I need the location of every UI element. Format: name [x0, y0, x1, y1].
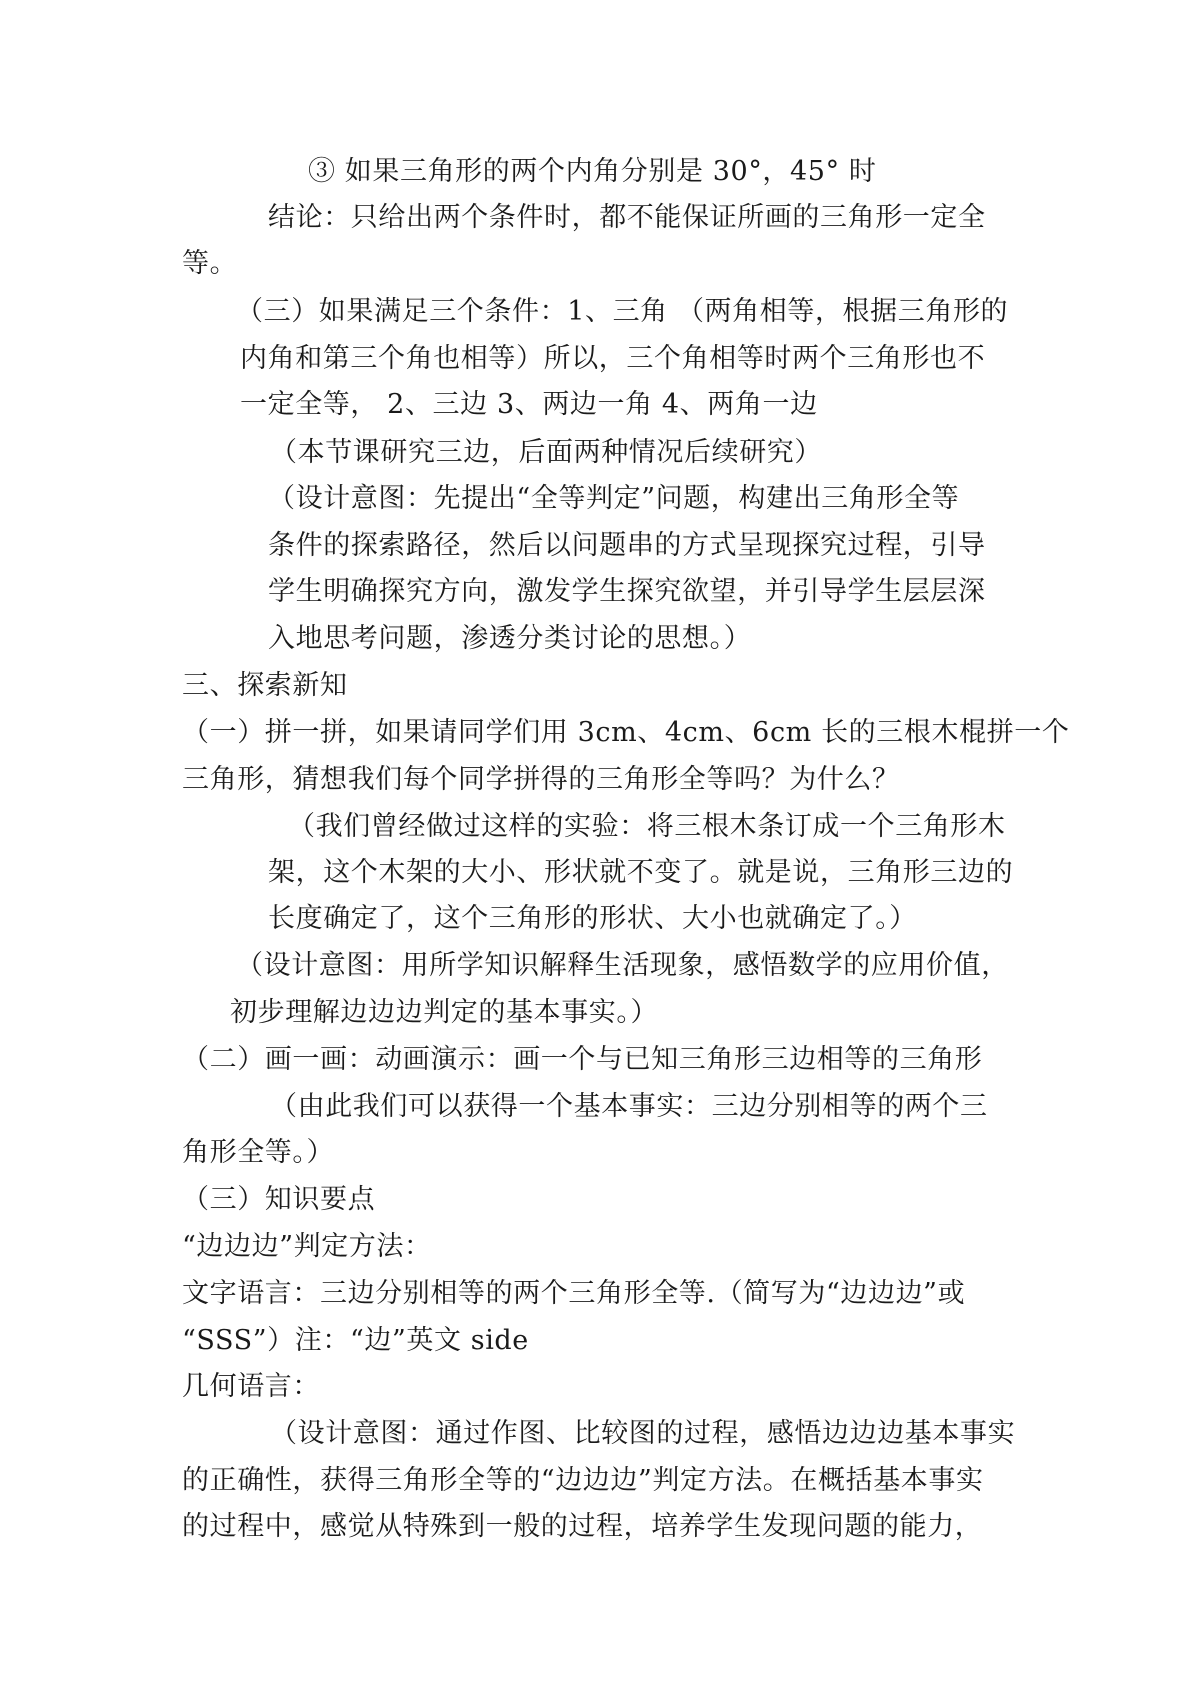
text-line-9: 条件的探索路径，然后以问题串的方式呈现探究过程，引导 [268, 530, 986, 561]
text-line-24: “边边边”判定方法： [182, 1231, 432, 1262]
text-line-7: （本节课研究三边，后面两种情况后续研究） [270, 437, 822, 468]
text-line-15: （我们曾经做过这样的实验：将三根木条订成一个三角形木 [288, 811, 1006, 842]
text-line-14: 三角形，猜想我们每个同学拼得的三角形全等吗？为什么？ [182, 764, 900, 795]
text-line-19: 初步理解边边边判定的基本事实。） [230, 997, 659, 1028]
text-line-5: 内角和第三个角也相等）所以，三个角相等时两个三角形也不 [240, 343, 986, 374]
text-line-3: 等。 [182, 248, 238, 279]
text-line-2: 结论：只给出两个条件时，都不能保证所画的三角形一定全 [268, 202, 986, 233]
text-line-8: （设计意图：先提出“全等判定”问题，构建出三角形全等 [268, 483, 960, 514]
text-line-22: 角形全等。） [182, 1137, 335, 1168]
text-line-1: ③ 如果三角形的两个内角分别是 30°，45° 时 [308, 156, 877, 187]
section-heading-explore: 三、探索新知 [182, 670, 348, 701]
text-line-11: 入地思考问题，渗透分类讨论的思想。） [268, 623, 752, 654]
text-line-6: 一定全等， 2、三边 3、两边一角 4、两角一边 [240, 389, 818, 420]
text-line-10: 学生明确探究方向，激发学生探究欲望，并引导学生层层深 [268, 576, 986, 607]
text-line-30: 的过程中，感觉从特殊到一般的过程，培养学生发现问题的能力， [182, 1511, 983, 1542]
text-line-21: （由此我们可以获得一个基本事实：三边分别相等的两个三 [270, 1091, 988, 1122]
text-line-4: （三）如果满足三个条件：1、三角 （两角相等，根据三角形的 [236, 296, 1009, 327]
text-line-17: 长度确定了，这个三角形的形状、大小也就确定了。） [268, 903, 917, 934]
text-line-13: （一）拼一拼，如果请同学们用 3cm、4cm、6cm 长的三根木棍拼一个 [182, 717, 1070, 748]
text-line-28: （设计意图：通过作图、比较图的过程，感悟边边边基本事实 [270, 1418, 1016, 1449]
text-line-23: （三）知识要点 [182, 1184, 376, 1215]
text-line-29: 的正确性，获得三角形全等的“边边边”判定方法。在概括基本事实 [182, 1465, 984, 1496]
text-line-27: 几何语言： [182, 1371, 320, 1402]
text-line-18: （设计意图：用所学知识解释生活现象，感悟数学的应用价值， [236, 950, 1009, 981]
text-line-25: 文字语言：三边分别相等的两个三角形全等.（简写为“边边边”或 [182, 1278, 966, 1309]
text-line-20: （二）画一画：动画演示：画一个与已知三角形三边相等的三角形 [182, 1044, 983, 1075]
text-line-16: 架，这个木架的大小、形状就不变了。就是说，三角形三边的 [268, 857, 1014, 888]
text-line-26: “SSS”）注：“边”英文 side [182, 1325, 529, 1356]
